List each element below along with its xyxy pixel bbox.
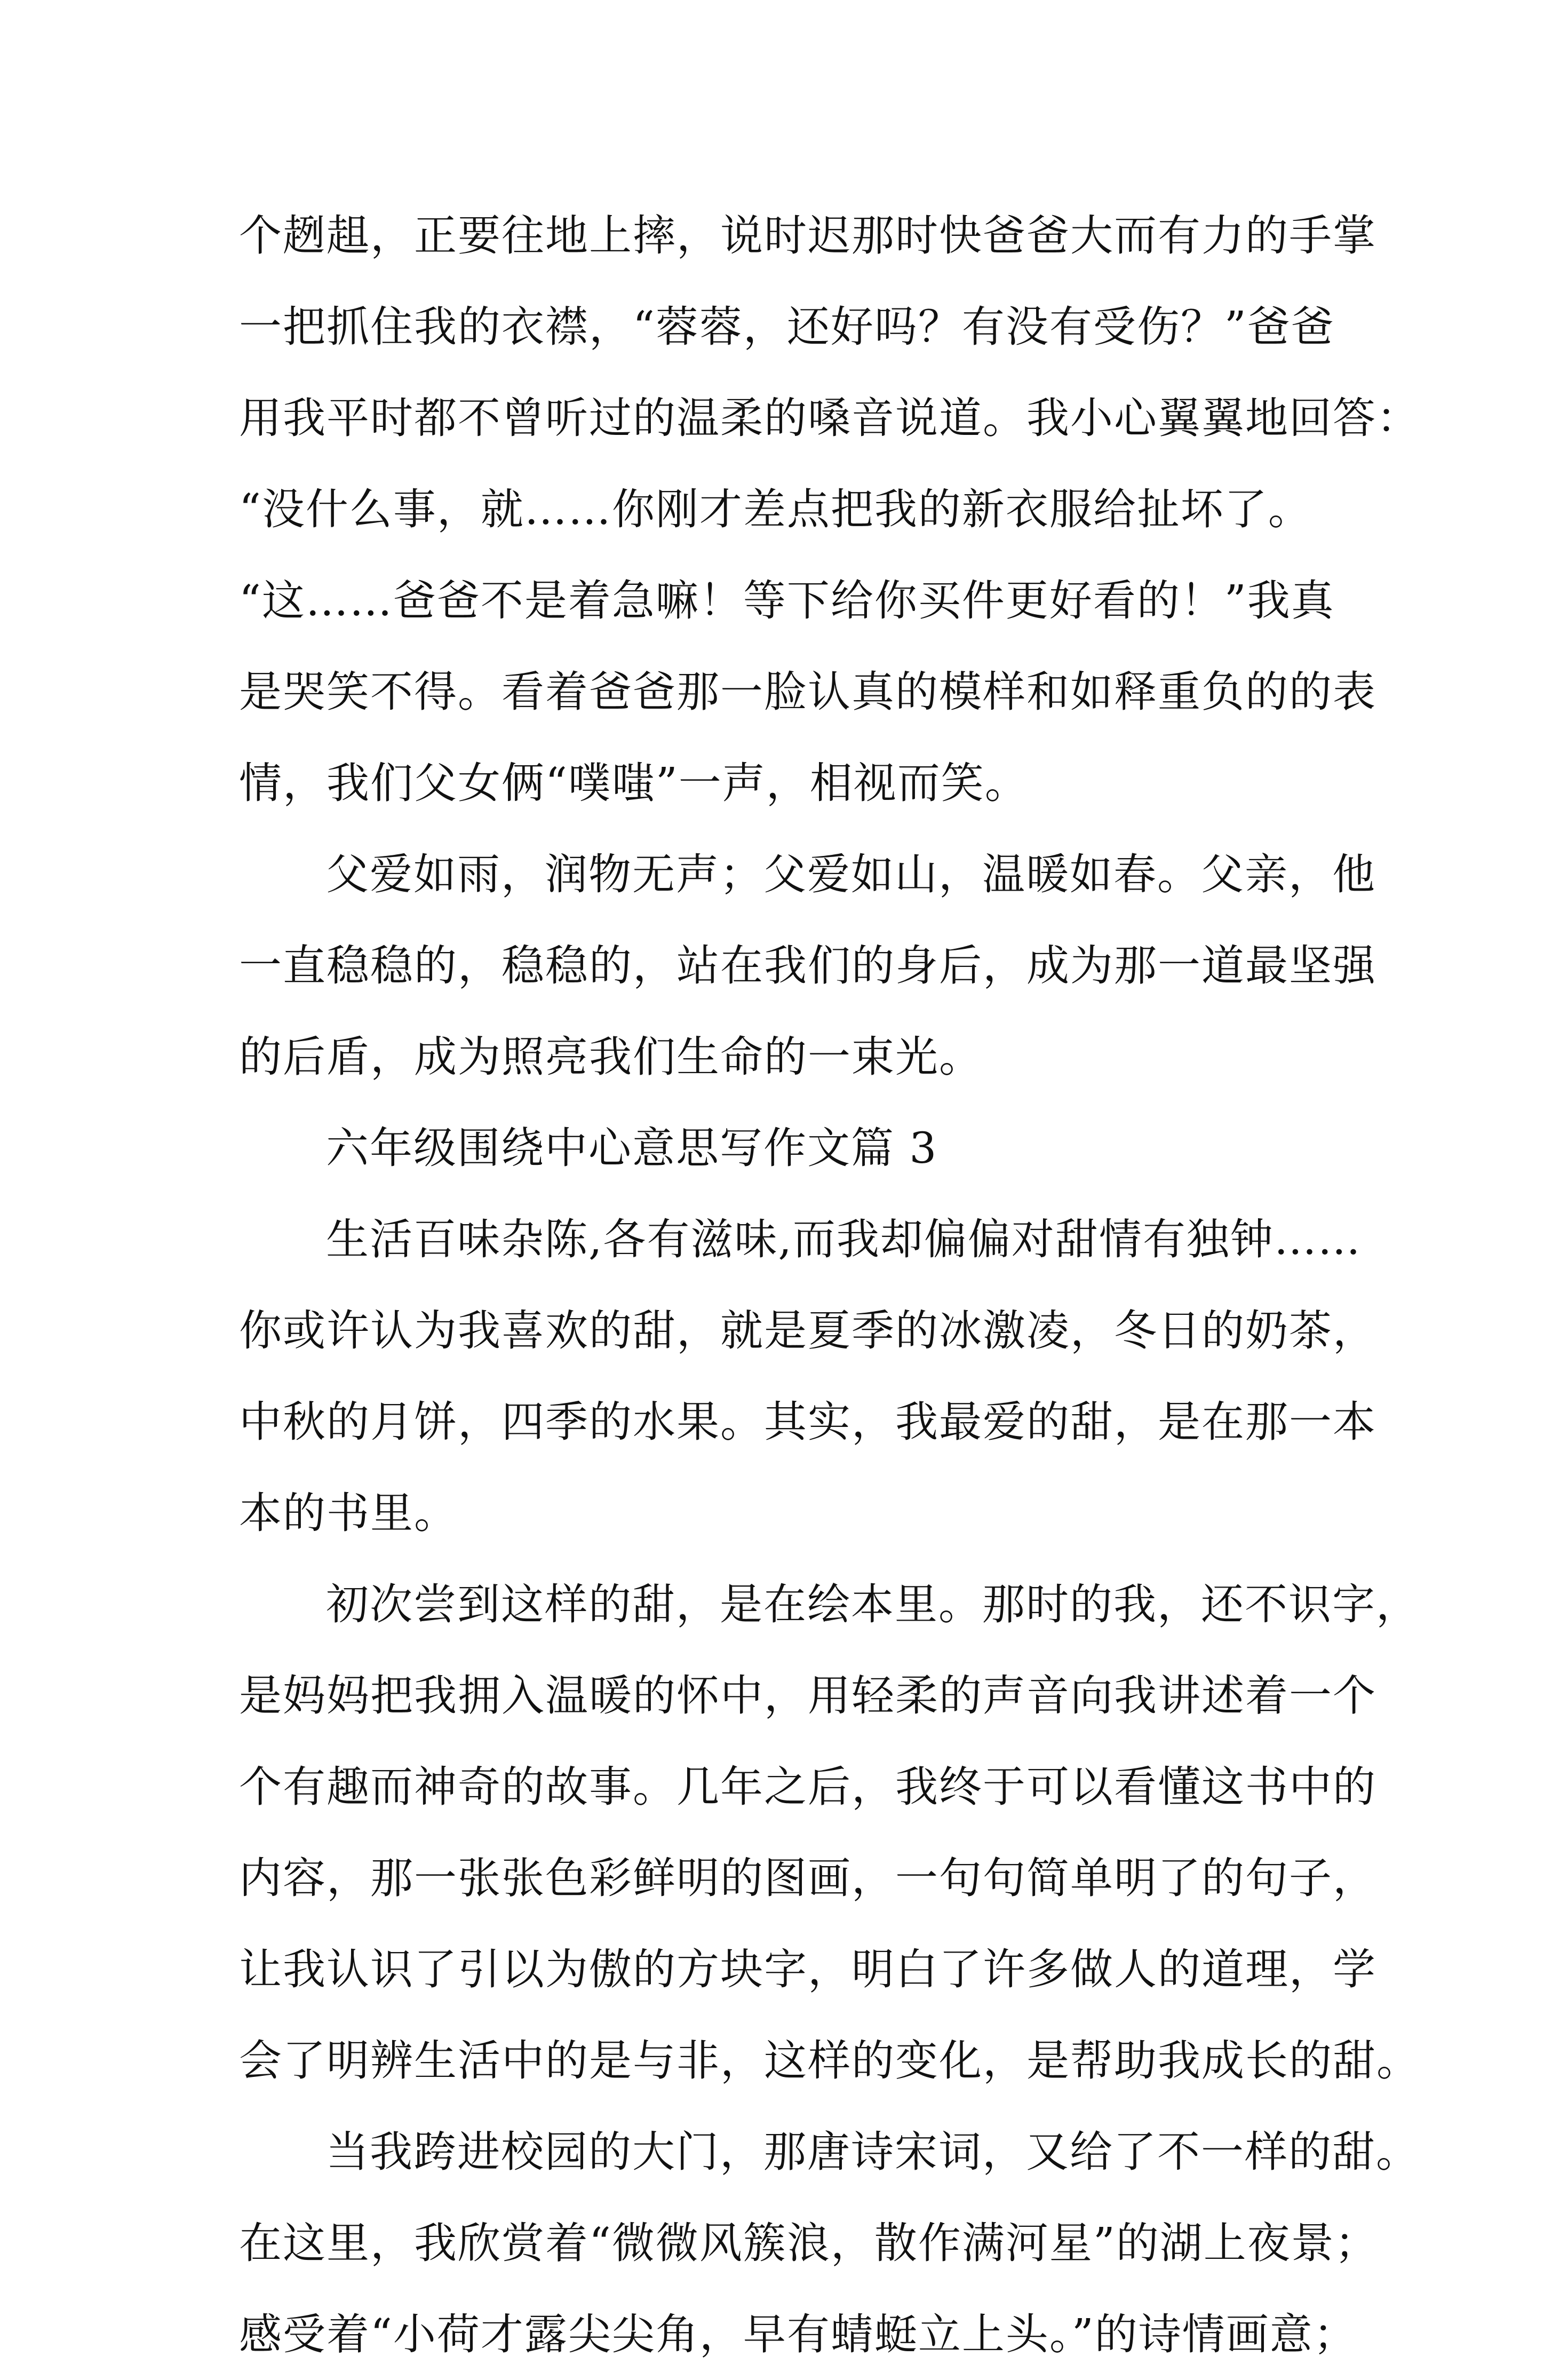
text-line: 在这里，我欣赏着“微微风簇浪，散作满河星”的湖上夜景； (239, 2218, 1379, 2268)
section-heading: 六年级围绕中心意思写作文篇 3 (326, 1123, 938, 1173)
text-line: 一直稳稳的，稳稳的，站在我们的身后，成为那一道最坚强 (239, 941, 1376, 990)
text-line: 中秋的月饼，四季的水果。其实，我最爱的甜，是在那一本 (239, 1397, 1376, 1447)
paragraph-start-line: 生活百味杂陈,各有滋味,而我却偏偏对甜情有独钟…… (326, 1215, 1362, 1264)
text-line: “这……爸爸不是着急嘛！等下给你买件更好看的！”我真 (239, 576, 1335, 625)
text-line: 是哭笑不得。看着爸爸那一脸认真的模样和如释重负的的表 (239, 667, 1376, 717)
text-line: 一把抓住我的衣襟，“蓉蓉，还好吗？有没有受伤？”爸爸 (239, 302, 1335, 352)
text-line: 个趔趄，正要往地上摔，说时迟那时快爸爸大而有力的手掌 (239, 211, 1376, 260)
text-line: 会了明辨生活中的是与非，这样的变化，是帮助我成长的甜。 (239, 2036, 1420, 2085)
text-line: 让我认识了引以为傲的方块字，明白了许多做人的道理，学 (239, 1945, 1376, 1994)
text-line: 用我平时都不曾听过的温柔的嗓音说道。我小心翼翼地回答： (239, 393, 1420, 443)
text-line: 你或许认为我喜欢的甜，就是夏季的冰激凌，冬日的奶茶， (239, 1306, 1376, 1355)
paragraph-start-line: 父爱如雨，润物无声；父爱如山，温暖如春。父亲，他 (326, 850, 1376, 899)
text-line: 是妈妈把我拥入温暖的怀中，用轻柔的声音向我讲述着一个 (239, 1671, 1376, 1720)
text-line: “没什么事，就……你刚才差点把我的新衣服给扯坏了。 (239, 485, 1312, 534)
text-line: 本的书里。 (239, 1488, 458, 1538)
text-line: 感受着“小荷才露尖尖角，早有蜻蜓立上头。”的诗情画意； (239, 2310, 1357, 2359)
text-line: 的后盾，成为照亮我们生命的一束光。 (239, 1032, 983, 1082)
text-line: 个有趣而神奇的故事。几年之后，我终于可以看懂这书中的 (239, 1762, 1376, 1812)
document-body (239, 190, 1420, 2380)
paragraph-start-line: 当我跨进校园的大门，那唐诗宋词，又给了不一样的甜。 (326, 2127, 1420, 2177)
paragraph-start-line: 初次尝到这样的甜，是在绘本里。那时的我，还不识字， (326, 1580, 1420, 1629)
text-line: 情，我们父女俩“噗嗤”一声，相视而笑。 (239, 758, 1029, 808)
text-line: 内容，那一张张色彩鲜明的图画，一句句简单明了的句子， (239, 1853, 1376, 1903)
